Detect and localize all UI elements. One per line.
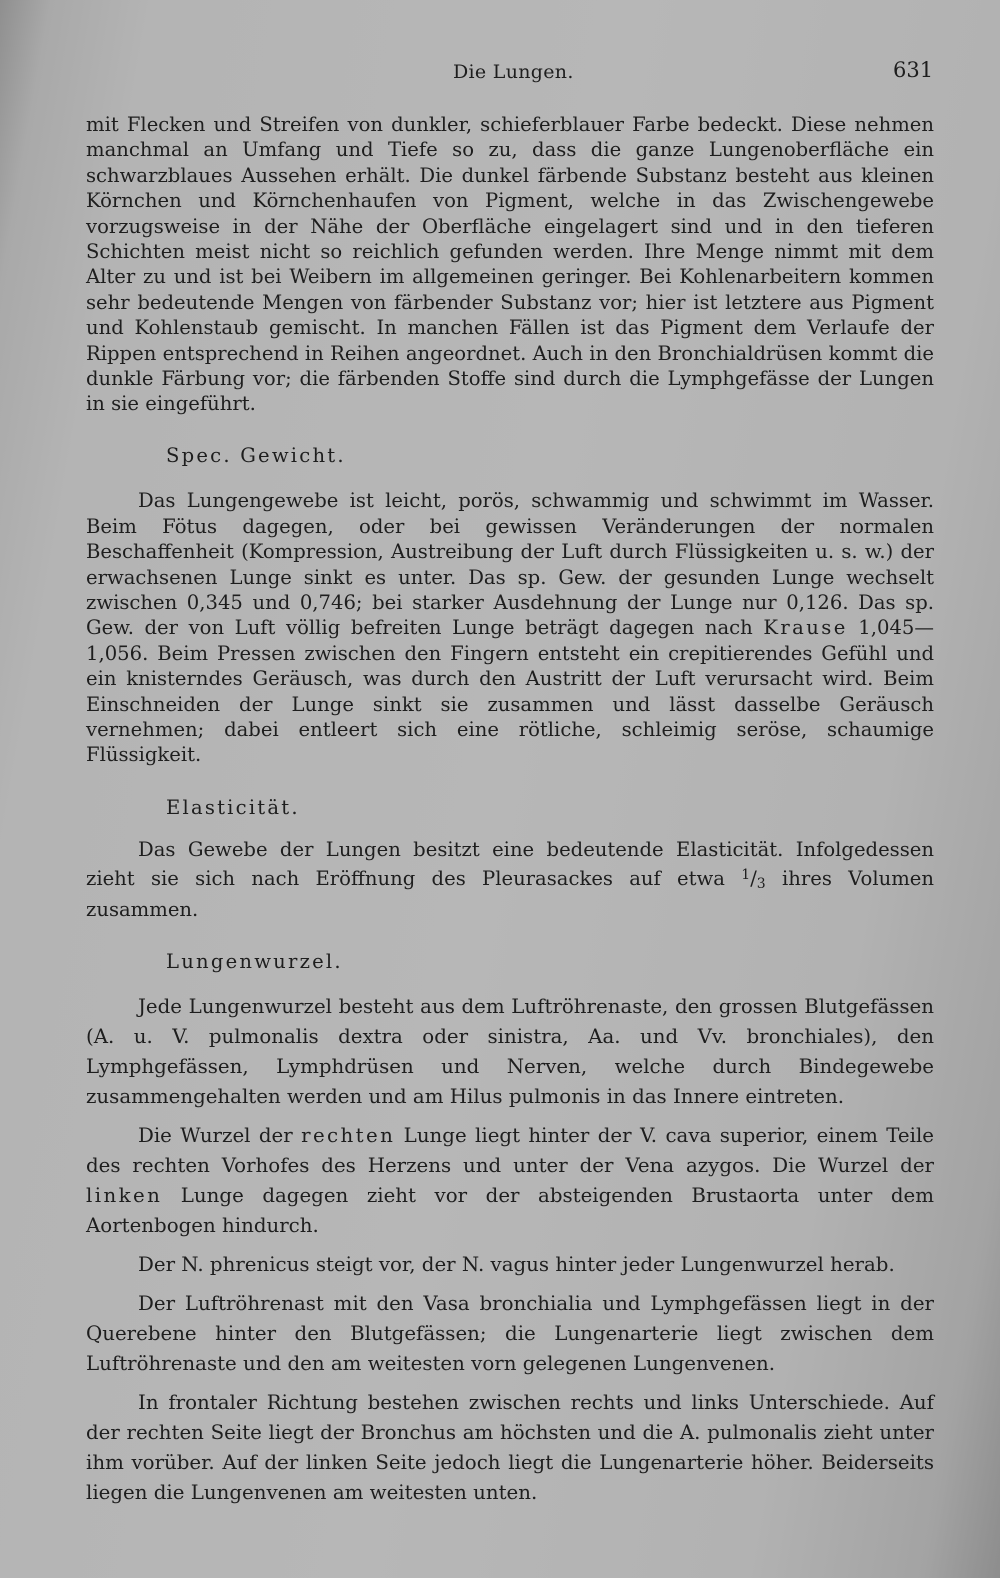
emphasis-linken: linken — [86, 1183, 163, 1207]
paragraph-text: ihres Volumen zusammen. — [86, 866, 934, 921]
fraction-numerator: 1 — [741, 866, 751, 883]
section-heading-elasticitaet — [86, 795, 934, 820]
paragraph-gap — [86, 1112, 934, 1121]
paragraph-lungenwurzel-3: Der N. phrenicus steigt vor, der N. vagus hinter jeder Lungenwurzel herab. — [138, 1252, 895, 1276]
page-number: 631 — [893, 58, 934, 82]
paragraph-gap — [86, 1280, 934, 1289]
paragraph-lungenwurzel-1: Jede Lungenwurzel besteht aus dem Luftröhrenaste, den grossen Blutgefässen (A. u. V. pulmonalis dextra oder sinistra, Aa. und Vv. bronchiales), den Lymphgefässen, Lymphdrüsen und Nerven, welche durch Bindegewebe zusammengehalten werden und am Hilus pulmonis in das Innere eintreten. — [86, 994, 934, 1108]
paragraph-text: Die Wurzel der — [138, 1123, 302, 1147]
paragraph-pigment: mit Flecken und Streifen von dunkler, schieferblauer Farbe bedeckt. Diese nehmen manchmal an Umfang und Tiefe so zu, dass die ganze Lungenoberfläche ein schwarzblaues Aussehen erhält. Die dunkel färbende Substanz besteht aus kleinen Körnchen und Körnchenhaufen von Pigment, welche in das Zwischengewebe vorzugsweise in der Nähe der Oberfläche eingelagert sind und in den tieferen Schichten meist nicht so reichlich gefunden werden. Ihre Menge nimmt mit dem Alter zu und ist bei Weibern im allgemeinen geringer. Bei Kohlenarbeitern kommen sehr bedeutende Mengen von färbender Substanz vor; hier ist letztere aus Pigment und Kohlenstaub gemischt. In manchen Fällen ist das Pigment dem Verlaufe der Rippen entsprechend in Reihen angeordnet. Auch in den Bronchialdrüsen kommt die dunkle Färbung vor; die färbenden Stoffe sind durch die Lymphgefässe der Lungen in sie eingeführt. — [86, 113, 934, 416]
author-name: Krause — [763, 616, 848, 640]
paragraph-text: Das Lungengewebe ist leicht, porös, schwammig und schwimmt im Wasser. Beim Fötus dagegen, oder bei gewissen Veränderungen der normalen Beschaffenheit (Kompression, Austreibung der Luft durch Flüssigkeiten u. s. w.) der erwachsenen Lunge sinkt es unter. Das sp. Gew. der gesunden Lunge wechselt zwischen 0,345 und 0,746; bei starker Ausdehnung der Lunge nur 0,126. Das sp. Gew. der von Luft völlig befreiten Lunge beträgt dagegen nach — [86, 489, 934, 640]
paragraph-spec-gewicht — [86, 488, 934, 767]
page-body — [86, 112, 934, 1508]
running-head — [0, 58, 1000, 88]
section-title: Spec. Gewicht. — [166, 443, 346, 467]
paragraph-lungenwurzel-2 — [86, 1121, 934, 1241]
paragraph-lungenwurzel-4: Der Luftröhrenast mit den Vasa bronchialia und Lymphgefässen liegt in der Querebene hinter den Blutgefässen; die Lungenarterie liegt zwischen dem Luftröhrenaste und den am weitesten vorn gelegenen Lungenvenen. — [86, 1291, 934, 1375]
paragraph-gap — [86, 1241, 934, 1250]
paragraph-text: Lunge liegt hinter der V. cava superior, einem Teile des rechten Vorhofes des Herzens und unter der Vena azygos. Die Wurzel der — [86, 1123, 934, 1177]
paragraph-gap — [86, 1379, 934, 1388]
section-heading-lungenwurzel — [86, 949, 934, 974]
section-heading-spec-gewicht — [86, 443, 934, 468]
paragraph-lungenwurzel-5: In frontaler Richtung bestehen zwischen rechts und links Unterschiede. Auf der rechten Seite liegt der Bronchus am höchsten und die A. pulmonalis zieht unter ihm vorüber. Auf der linken Seite jedoch liegt die Lungenarterie höher. Beiderseits liegen die Lungenvenen am weitesten unten. — [86, 1390, 934, 1504]
paragraph-text: 1,045—1,056. Beim Pressen zwischen den Fingern entsteht ein crepitierendes Gefühl und ein knisterndes Geräusch, was durch den Austritt der Luft verursacht wird. Beim Einschneiden der Lunge sinkt sie zusammen und lässt dasselbe Geräusch vernehmen; dabei entleert sich eine rötliche, schleimig seröse, schaumige Flüssigkeit. — [86, 616, 934, 767]
section-title: Elasticität. — [166, 795, 300, 819]
emphasis-rechten: rechten — [301, 1123, 396, 1147]
paragraph-text: Das Gewebe der Lungen besitzt eine bedeutende Elasticität. Infolgedessen zieht sie sich nach Eröffnung des Pleurasackes auf etwa — [86, 838, 934, 890]
section-title: Lungenwurzel. — [166, 950, 343, 974]
paragraph-elasticitaet: Das Gewebe der Lungen besitzt eine bedeutende Elasticität. Infolgedessen zieht sie sich nach Eröffnung des Pleurasackes auf etwa $^1$/3 ihres Volumen zusammen. — [86, 838, 934, 921]
running-title: Die Lungen. — [453, 61, 574, 83]
fraction-denominator: 3 — [756, 875, 766, 892]
paragraph-text: Lunge dagegen zieht vor der absteigenden Brustaorta unter dem Aortenbogen hindurch. — [86, 1183, 934, 1237]
lungenwurzel-body — [86, 992, 934, 1508]
